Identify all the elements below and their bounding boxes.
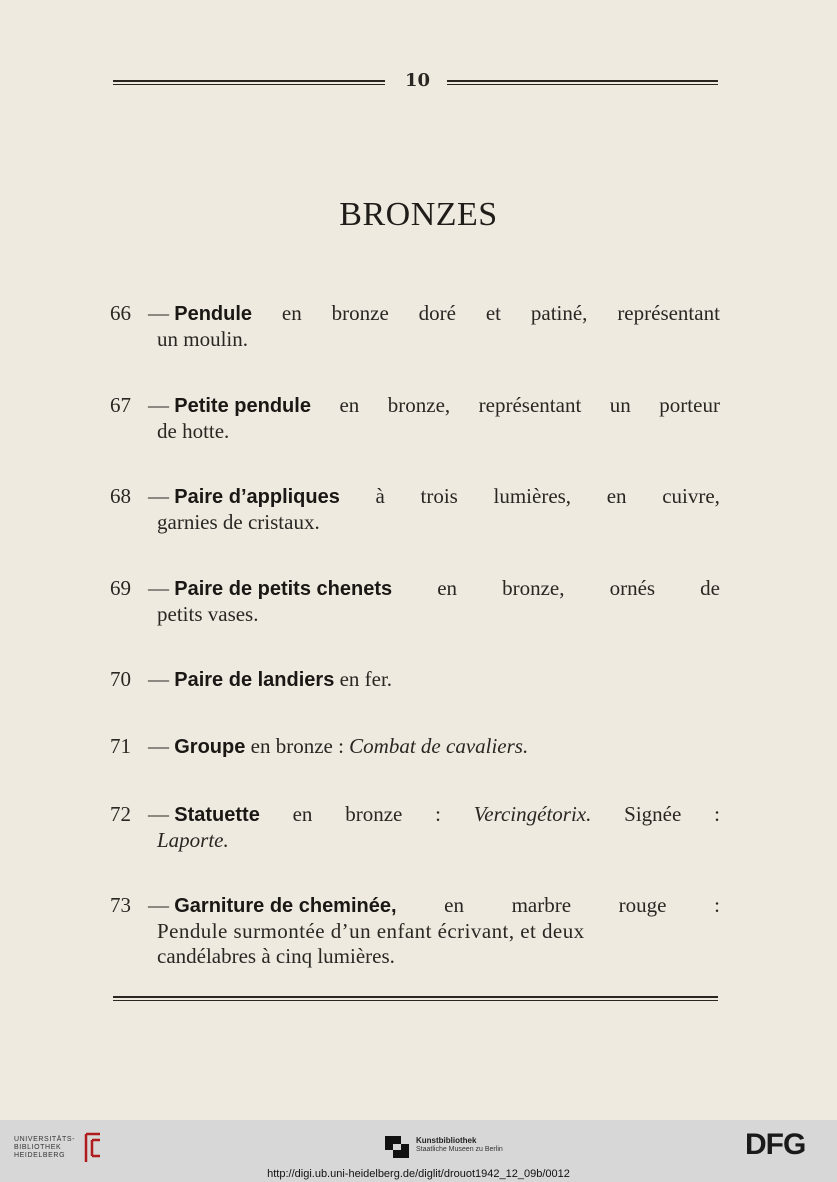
entry-dash: — [148, 576, 169, 600]
catalog-entry [110, 734, 720, 760]
bottom-rule [113, 996, 718, 1001]
catalog-entry [110, 393, 720, 444]
catalog-entry [110, 484, 720, 535]
entry-dash: — [148, 802, 169, 826]
university-library-name: UNIVERSITÄTS- BIBLIOTHEK HEIDELBERG [14, 1136, 76, 1159]
entry-word: Signée [624, 802, 682, 826]
entry-number: 71 [110, 734, 131, 758]
entry-number: 69 [110, 576, 131, 600]
catalog-entry [110, 576, 720, 627]
source-url[interactable]: http://digi.ub.uni-heidelberg.de/diglit/drouot1942_12_09b/0012 [267, 1168, 570, 1180]
entry-word: lumières, [493, 484, 572, 508]
entry-word: en [437, 576, 458, 600]
entry-word: bronze, [387, 393, 451, 417]
entry-continuation: petits vases. [157, 602, 259, 626]
entry-continuation: Pendule surmontée d’un enfant écrivant, et deux [157, 919, 585, 943]
entry-word: doré [418, 301, 456, 325]
top-rule-left [113, 80, 385, 85]
entry-word: patiné, [530, 301, 588, 325]
top-rule-right [447, 80, 718, 85]
catalog-entry [110, 667, 720, 693]
entry-word: représentant [478, 393, 582, 417]
entry-continuation: de hotte. [157, 419, 230, 443]
entry-number: 72 [110, 802, 131, 826]
entry-dash: — [148, 667, 169, 691]
entry-number: 73 [110, 893, 131, 917]
catalog-entry [110, 301, 720, 352]
entry-number: 68 [110, 484, 131, 508]
entry-continuation: garnies de cristaux. [157, 510, 320, 534]
entry-title: Paire de landiers [174, 669, 335, 691]
entry-title: Groupe [174, 736, 246, 758]
entry-word: cuivre, [662, 484, 720, 508]
university-logo-icon [80, 1132, 102, 1164]
entry-word: en [444, 893, 464, 917]
entry-dash: — [148, 393, 169, 417]
dfg-logo: DFG [745, 1128, 806, 1161]
kunstbibliothek-name: Kunstbibliothek [416, 1136, 477, 1145]
entry-word: un [609, 393, 631, 417]
entry-title: Paire d’appliques [174, 486, 340, 508]
entry-word: en [339, 393, 360, 417]
entry-title: Pendule [174, 303, 253, 325]
entry-title: Paire de petits chenets [174, 578, 393, 600]
page-number: 10 [404, 70, 431, 91]
entry-word: : [714, 802, 720, 826]
entry-word: bronze [331, 301, 389, 325]
kunstbibliothek-subtitle: Staatliche Museen zu Berlin [416, 1146, 503, 1153]
entry-title: Statuette [174, 804, 260, 826]
kunstbibliothek-logo-icon [385, 1136, 411, 1158]
entry-dash: — [148, 484, 169, 508]
catalog-entry [110, 893, 720, 969]
entry-word: bronze [345, 802, 403, 826]
entry-number: 67 [110, 393, 131, 417]
entry-word: en [292, 802, 313, 826]
entry-word: : [714, 893, 720, 917]
viewer-footer [0, 1120, 837, 1182]
section-title: BRONZES [339, 196, 498, 233]
entry-dash: — [148, 301, 169, 325]
entry-word: et [485, 301, 501, 325]
entry-text: en fer. [339, 667, 393, 691]
entry-word: : [435, 802, 441, 826]
entry-word: représentant [617, 301, 720, 325]
entry-word: de [700, 576, 720, 600]
entry-title: Petite pendule [174, 395, 311, 417]
entry-dash: — [148, 893, 169, 917]
entry-number: 70 [110, 667, 131, 691]
catalog-entry [110, 802, 720, 853]
entry-italic-text: Laporte. [157, 828, 229, 852]
entry-number: 66 [110, 301, 131, 325]
entry-word: trois [420, 484, 458, 508]
entry-word: ornés [609, 576, 656, 600]
entry-word: en [606, 484, 627, 508]
entry-text: en bronze : [250, 734, 344, 758]
entry-title: Garniture de cheminée, [174, 895, 397, 917]
entry-word: bronze, [502, 576, 565, 600]
entry-italic-text: Vercingétorix. [473, 802, 592, 826]
entry-continuation: un moulin. [157, 327, 249, 351]
entry-word: rouge [618, 893, 667, 917]
entry-continuation: candélabres à cinq lumières. [157, 944, 395, 968]
entry-word: porteur [659, 393, 720, 417]
entry-word: à [375, 484, 385, 508]
entry-word: marbre [511, 893, 572, 917]
entry-dash: — [148, 734, 169, 758]
entry-italic-text: Combat de cavaliers. [349, 734, 529, 758]
entry-word: en [281, 301, 302, 325]
